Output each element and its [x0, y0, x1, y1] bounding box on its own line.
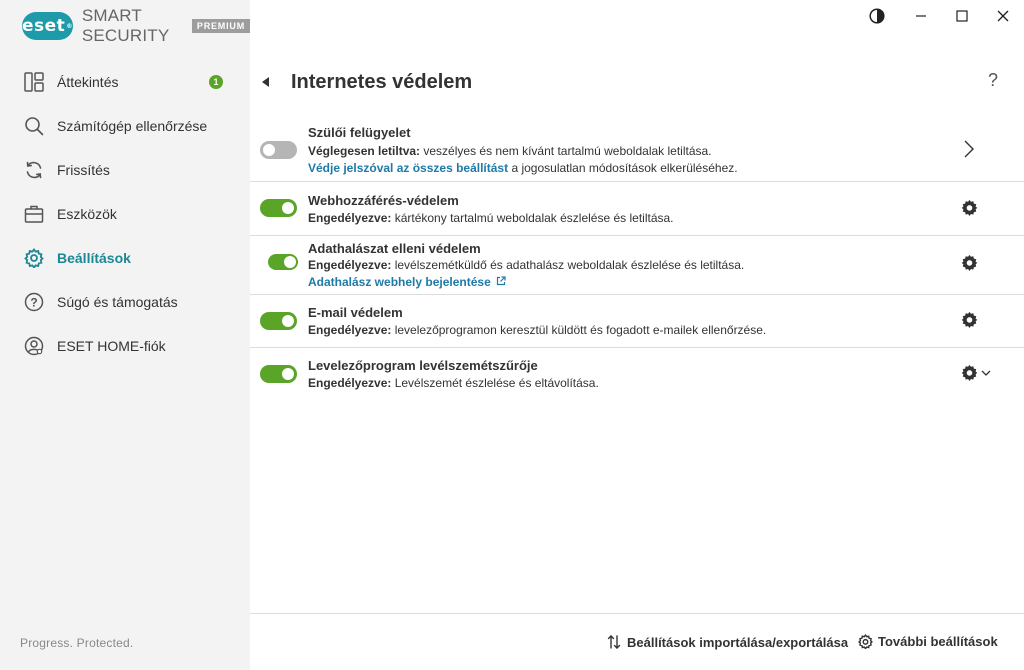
setting-title: E-mail védelem [308, 305, 403, 320]
account-icon [24, 336, 44, 356]
contrast-icon [869, 8, 885, 29]
sidebar-item-label: Frissítés [57, 162, 110, 178]
gear-icon [961, 364, 978, 381]
status-text: kártékony tartalmú weboldalak észlelése és letiltása. [391, 211, 674, 225]
setting-note [308, 275, 506, 289]
chevron-right-icon [963, 139, 975, 159]
report-phishing-link[interactable]: Adathalász webhely bejelentése [308, 275, 491, 289]
page-header [262, 68, 472, 96]
back-arrow-icon [262, 77, 270, 87]
maximize-button[interactable] [951, 8, 973, 28]
svg-text:?: ? [30, 295, 38, 310]
web-access-toggle[interactable] [260, 199, 297, 217]
setting-title: Adathalászat elleni védelem [308, 241, 481, 256]
sidebar-item-label: ESET HOME-fiók [57, 338, 166, 354]
setting-status [308, 323, 766, 337]
briefcase-icon [24, 204, 44, 224]
spam-filter-toggle[interactable] [260, 365, 297, 383]
sidebar-item-overview[interactable] [0, 60, 250, 104]
status-label: Engedélyezve: [308, 258, 392, 272]
setting-row-parental-control [250, 117, 1024, 182]
status-text: Levélszemét észlelése és eltávolítása. [391, 376, 599, 390]
status-text: veszélyes és nem kívánt tartalmú weboldalak letiltása. [420, 144, 712, 158]
toggle-knob [284, 256, 296, 268]
setting-title: Webhozzáférés-védelem [308, 193, 459, 208]
external-link-icon [496, 276, 506, 286]
setting-row-web-access [250, 182, 1024, 236]
toggle-knob [282, 315, 294, 327]
edition-badge: PREMIUM [192, 19, 250, 33]
sidebar [0, 0, 250, 670]
sidebar-item-label: Beállítások [57, 250, 131, 266]
setting-note [308, 161, 738, 175]
setting-row-anti-phishing [250, 236, 1024, 295]
setting-title: Szülői felügyelet [308, 125, 411, 140]
help-button[interactable]: ? [988, 70, 999, 90]
theme-toggle-button[interactable] [866, 8, 888, 28]
refresh-icon [24, 160, 44, 180]
sidebar-item-help[interactable] [0, 280, 250, 324]
app-logo [22, 6, 250, 45]
parental-control-toggle[interactable] [260, 141, 297, 159]
anti-phishing-settings-button[interactable] [961, 254, 978, 271]
back-button[interactable] [262, 70, 274, 94]
sidebar-item-label: Áttekintés [57, 74, 119, 90]
status-label: Engedélyezve: [308, 323, 392, 337]
sidebar-tagline: Progress. Protected. [20, 636, 134, 650]
setting-row-email-protection [250, 295, 1024, 348]
overview-icon [24, 72, 44, 92]
open-parental-control-button[interactable] [963, 139, 975, 159]
email-protection-settings-button[interactable] [961, 311, 978, 328]
gear-icon [961, 311, 978, 328]
import-export-label: Beállítások importálása/exportálása [627, 634, 849, 650]
setting-row-spam-filter [250, 348, 1024, 400]
sidebar-item-label: Súgó és támogatás [57, 294, 178, 310]
sidebar-item-computer-scan[interactable] [0, 104, 250, 148]
sidebar-item-eset-home[interactable] [0, 324, 250, 368]
maximize-icon [956, 9, 968, 27]
sidebar-item-label: Számítógép ellenőrzése [57, 118, 208, 134]
close-button[interactable] [992, 8, 1014, 28]
toggle-knob [263, 144, 275, 156]
status-label: Véglegesen letiltva: [308, 144, 421, 158]
email-protection-toggle[interactable] [260, 312, 297, 330]
gear-icon [24, 248, 44, 268]
anti-phishing-toggle[interactable] [268, 254, 298, 270]
minimize-icon [915, 9, 927, 27]
setting-status [308, 258, 744, 272]
toggle-knob [282, 202, 294, 214]
web-access-settings-button[interactable] [961, 199, 978, 216]
password-protect-link[interactable]: Védje jelszóval az összes beállítást [308, 161, 509, 175]
toggle-knob [282, 368, 294, 380]
page-title: Internetes védelem [291, 70, 473, 93]
notification-badge: 1 [209, 75, 223, 89]
advanced-settings-button[interactable] [858, 634, 998, 649]
sidebar-item-settings[interactable] [0, 236, 250, 280]
sidebar-item-tools[interactable] [0, 192, 250, 236]
status-text: levelezőprogramon keresztül küldött és fogadott e-mailek ellenőrzése. [391, 323, 767, 337]
eset-logo: eset ® [22, 12, 73, 40]
gear-icon [858, 634, 873, 649]
setting-status [308, 211, 674, 225]
chevron-down-icon [981, 369, 991, 377]
footer-divider [250, 613, 1024, 614]
setting-title: Levelezőprogram levélszemétszűrője [308, 358, 538, 373]
sidebar-item-update[interactable] [0, 148, 250, 192]
search-icon [24, 116, 44, 136]
setting-status [308, 376, 599, 390]
status-label: Engedélyezve: [308, 211, 392, 225]
gear-icon [961, 254, 978, 271]
settings-list [250, 117, 1024, 400]
import-export-button[interactable] [607, 634, 848, 650]
sidebar-nav [0, 60, 250, 368]
setting-status [308, 144, 712, 158]
import-export-icon [607, 634, 621, 650]
note-text: a jogosulatlan módosítások elkerüléséhez. [508, 161, 738, 175]
gear-icon [961, 199, 978, 216]
spam-filter-settings-button[interactable] [961, 364, 991, 381]
advanced-settings-label: További beállítások [878, 634, 998, 649]
minimize-button[interactable] [910, 8, 932, 28]
status-label: Engedélyezve: [308, 376, 392, 390]
close-icon [997, 9, 1009, 27]
sidebar-item-label: Eszközök [57, 206, 117, 222]
status-text: levélszemétküldő és adathalász weboldalak észlelése és letiltása. [391, 258, 745, 272]
help-icon [24, 292, 44, 312]
product-name: SMART SECURITY [81, 6, 170, 45]
